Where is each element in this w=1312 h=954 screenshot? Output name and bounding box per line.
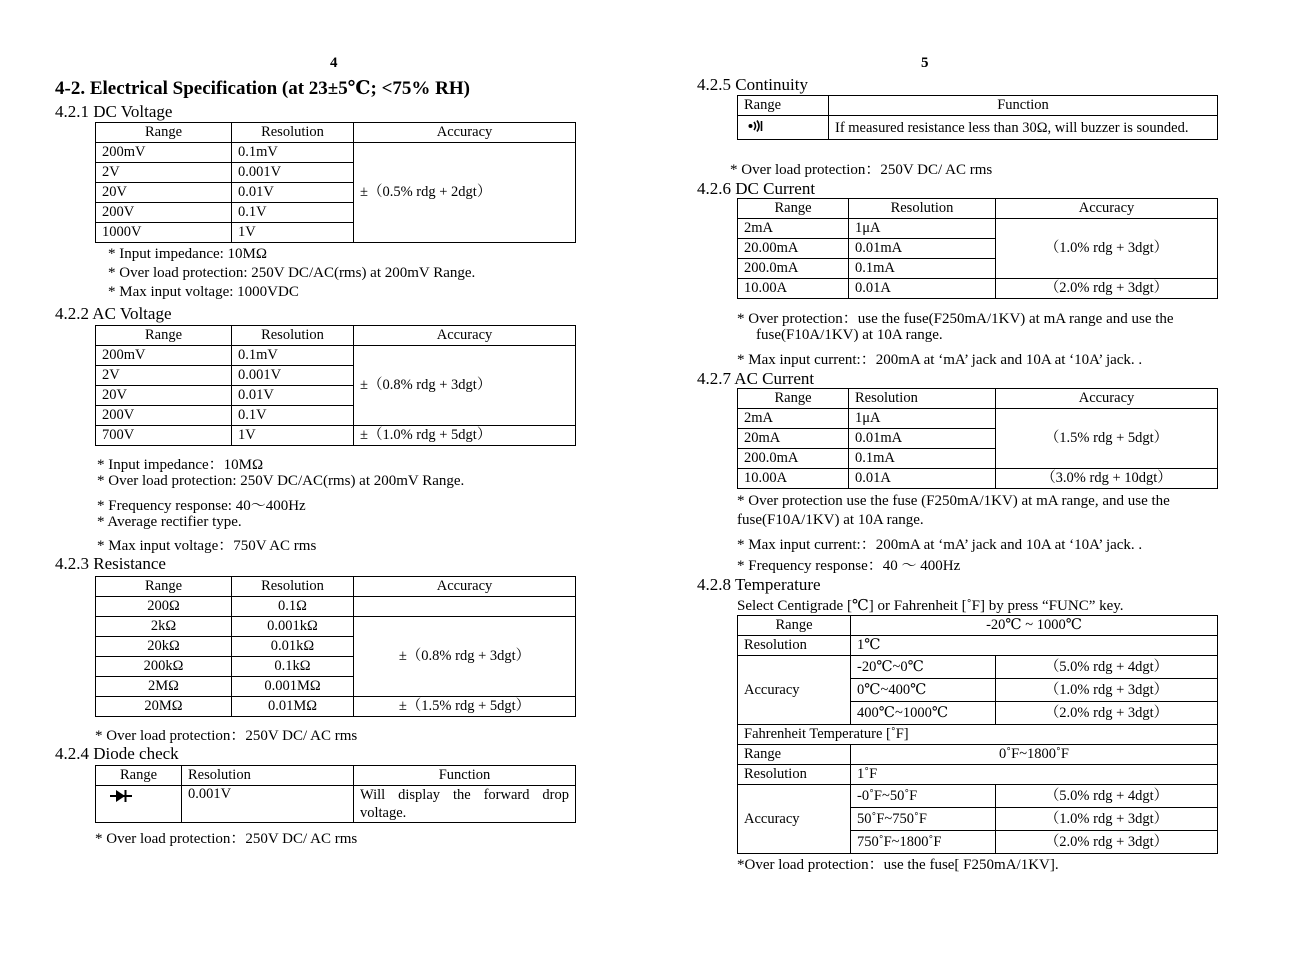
- resolution-cell: 0.01A: [849, 279, 996, 299]
- page-number-left: 4: [330, 55, 338, 71]
- header-resolution: Resolution: [849, 389, 996, 409]
- table-row: [96, 143, 576, 163]
- resolution-cell: 0.1V: [232, 406, 354, 426]
- accuracy-cell: ±（0.8% rdg + 3dgt）: [354, 346, 576, 426]
- header-accuracy: Accuracy: [996, 199, 1218, 219]
- table-row: [738, 725, 1218, 745]
- range-cell: 20V: [96, 386, 232, 406]
- range-cell: [96, 786, 182, 823]
- resolution-cell: 0.01kΩ: [232, 637, 354, 657]
- table-header-row: [96, 123, 576, 143]
- range-cell: 700V: [96, 426, 232, 446]
- resistance-note: * Over load protection：250V DC/ AC rms: [95, 728, 358, 744]
- dc-voltage-note: * Input impedance: 10MΩ: [108, 246, 268, 262]
- ac-voltage-table: [95, 325, 576, 446]
- fahrenheit-heading: Fahrenheit Temperature [˚F]: [738, 725, 1218, 745]
- table-row: [738, 409, 1218, 429]
- accuracy-cell: ±（0.8% rdg + 3dgt）: [354, 617, 576, 697]
- header-range: Range: [738, 96, 829, 116]
- resolution-cell: 0.1kΩ: [232, 657, 354, 677]
- page-number-right: 5: [921, 55, 929, 71]
- header-resolution: Resolution: [182, 766, 354, 786]
- ac-current-note: fuse(F10A/1KV) at 10A range.: [737, 512, 924, 528]
- celsius-resolution: 1℃: [851, 636, 1218, 656]
- resolution-cell: 0.1mA: [849, 259, 996, 279]
- accuracy-cell: （1.5% rdg + 5dgt）: [996, 409, 1218, 469]
- table-row: [96, 426, 576, 446]
- header-resolution: Resolution: [232, 326, 354, 346]
- function-cell: If measured resistance less than 30Ω, will buzzer is sounded.: [829, 116, 1218, 140]
- fahrenheit-range: 0˚F~1800˚F: [851, 745, 1218, 765]
- dc-current-note: fuse(F10A/1KV) at 10A range.: [756, 327, 943, 343]
- range-cell: 1000V: [96, 223, 232, 243]
- range-cell: 200V: [96, 406, 232, 426]
- header-range: Range: [96, 123, 232, 143]
- resolution-cell: 1μA: [849, 409, 996, 429]
- range-cell: 2MΩ: [96, 677, 232, 697]
- ac-current-note: * Frequency response：40 ～ 400Hz: [737, 558, 961, 574]
- resolution-cell: 0.001V: [232, 366, 354, 386]
- ac-current-table: [737, 388, 1218, 489]
- range-cell: 2mA: [738, 219, 849, 239]
- temperature-intro: Select Centigrade [℃] or Fahrenheit [˚F] by press “FUNC” key.: [737, 598, 1124, 614]
- range-cell: 200kΩ: [96, 657, 232, 677]
- continuity-title: 4.2.5 Continuity: [697, 75, 808, 94]
- range-label: Range: [738, 745, 851, 765]
- ac-voltage-note: * Input impedance：10MΩ: [97, 457, 264, 473]
- header-range: Range: [738, 389, 849, 409]
- range-cell: 20mA: [738, 429, 849, 449]
- range-cell: 20MΩ: [96, 697, 232, 717]
- range-cell: 200Ω: [96, 597, 232, 617]
- table-row: [738, 279, 1218, 299]
- table-header-row: [96, 766, 576, 786]
- table-row: [96, 597, 576, 617]
- range-cell: 10.00A: [738, 279, 849, 299]
- temp-range-cell: 0℃~400℃: [851, 679, 996, 702]
- ac-current-title: 4.2.7 AC Current: [697, 369, 815, 388]
- buzzer-icon: [748, 120, 764, 132]
- table-header-row: [96, 577, 576, 597]
- resolution-cell: 0.001MΩ: [232, 677, 354, 697]
- accuracy-label: Accuracy: [738, 785, 851, 854]
- ac-voltage-note: * Over load protection: 250V DC/AC(rms) at 200mV Range.: [97, 473, 465, 489]
- diode-icon: [110, 789, 132, 803]
- table-row: [96, 617, 576, 637]
- resolution-cell: 0.01A: [849, 469, 996, 489]
- range-cell: 2V: [96, 366, 232, 386]
- header-function: Function: [829, 96, 1218, 116]
- resolution-cell: 0.001V: [182, 786, 354, 823]
- accuracy-cell: （1.0% rdg + 3dgt）: [996, 679, 1218, 702]
- table-header-row: [738, 389, 1218, 409]
- resolution-cell: 0.1mA: [849, 449, 996, 469]
- accuracy-cell: ±（1.0% rdg + 5dgt）: [354, 426, 576, 446]
- range-cell: 200.0mA: [738, 449, 849, 469]
- table-row: [96, 346, 576, 366]
- table-row: [738, 616, 1218, 636]
- accuracy-cell: ±（0.5% rdg + 2dgt）: [354, 143, 576, 243]
- dc-voltage-note: * Over load protection: 250V DC/AC(rms) at 200mV Range.: [108, 265, 476, 281]
- accuracy-cell: ±（1.5% rdg + 5dgt）: [354, 697, 576, 717]
- accuracy-cell: （2.0% rdg + 3dgt）: [996, 279, 1218, 299]
- resolution-cell: 1μA: [849, 219, 996, 239]
- accuracy-cell-empty: [354, 597, 576, 617]
- header-resolution: Resolution: [232, 577, 354, 597]
- range-cell: 200.0mA: [738, 259, 849, 279]
- temperature-note: *Over load protection：use the fuse[ F250mA/1KV].: [737, 857, 1059, 873]
- table-header-row: [738, 199, 1218, 219]
- range-cell: [738, 116, 829, 140]
- header-range: Range: [96, 766, 182, 786]
- header-accuracy: Accuracy: [354, 326, 576, 346]
- range-cell: 200mV: [96, 346, 232, 366]
- celsius-range: -20℃ ~ 1000℃: [851, 616, 1218, 636]
- fahrenheit-resolution: 1˚F: [851, 765, 1218, 785]
- temperature-table: [737, 615, 1218, 854]
- table-row: [96, 697, 576, 717]
- accuracy-cell: （3.0% rdg + 10dgt）: [996, 469, 1218, 489]
- ac-voltage-title: 4.2.2 AC Voltage: [55, 304, 172, 323]
- continuity-note: * Over load protection：250V DC/ AC rms: [730, 162, 993, 178]
- table-header-row: [96, 326, 576, 346]
- resolution-cell: 0.1Ω: [232, 597, 354, 617]
- resolution-cell: 0.01mA: [849, 239, 996, 259]
- accuracy-cell: （1.0% rdg + 3dgt）: [996, 219, 1218, 279]
- ac-current-note: * Over protection use the fuse (F250mA/1KV) at mA range, and use the: [737, 493, 1170, 509]
- resistance-table: [95, 576, 576, 717]
- ac-voltage-note: * Frequency response: 40～400Hz: [97, 498, 306, 514]
- range-cell: 2mA: [738, 409, 849, 429]
- resolution-cell: 0.1V: [232, 203, 354, 223]
- table-row: [738, 219, 1218, 239]
- dc-current-note: * Max input current:：200mA at ‘mA’ jack and 10A at ‘10A’ jack. .: [737, 352, 1143, 368]
- resolution-cell: 0.01MΩ: [232, 697, 354, 717]
- temp-range-cell: -20℃~0℃: [851, 656, 996, 679]
- range-cell: 10.00A: [738, 469, 849, 489]
- table-row: [738, 785, 1218, 808]
- header-accuracy: Accuracy: [354, 123, 576, 143]
- table-row: [96, 786, 576, 823]
- section-heading: 4-2. Electrical Specification (at 23±5℃; <75% RH): [55, 78, 470, 99]
- range-cell: 20.00mA: [738, 239, 849, 259]
- accuracy-label: Accuracy: [738, 656, 851, 725]
- resolution-label: Resolution: [738, 765, 851, 785]
- temp-range-cell: -0˚F~50˚F: [851, 785, 996, 808]
- diode-title: 4.2.4 Diode check: [55, 744, 179, 763]
- resolution-cell: 0.01V: [232, 386, 354, 406]
- ac-current-note: * Max input current:：200mA at ‘mA’ jack and 10A at ‘10A’ jack. .: [737, 537, 1143, 553]
- temp-range-cell: 750˚F~1800˚F: [851, 831, 996, 854]
- resolution-cell: 0.1mV: [232, 346, 354, 366]
- range-cell: 20V: [96, 183, 232, 203]
- header-accuracy: Accuracy: [354, 577, 576, 597]
- accuracy-cell: （2.0% rdg + 3dgt）: [996, 702, 1218, 725]
- header-resolution: Resolution: [232, 123, 354, 143]
- resolution-cell: 1V: [232, 426, 354, 446]
- header-range: Range: [96, 326, 232, 346]
- range-label: Range: [738, 616, 851, 636]
- ac-voltage-note: * Max input voltage：750V AC rms: [97, 538, 317, 554]
- resolution-cell: 0.01mA: [849, 429, 996, 449]
- resolution-cell: 0.001kΩ: [232, 617, 354, 637]
- header-resolution: Resolution: [849, 199, 996, 219]
- header-range: Range: [96, 577, 232, 597]
- resolution-cell: 0.1mV: [232, 143, 354, 163]
- diode-note: * Over load protection：250V DC/ AC rms: [95, 831, 358, 847]
- temp-range-cell: 50˚F~750˚F: [851, 808, 996, 831]
- resolution-cell: 0.001V: [232, 163, 354, 183]
- accuracy-cell: （5.0% rdg + 4dgt）: [996, 785, 1218, 808]
- header-range: Range: [738, 199, 849, 219]
- dc-current-title: 4.2.6 DC Current: [697, 179, 816, 198]
- table-row: [738, 656, 1218, 679]
- table-header-row: [738, 96, 1218, 116]
- dc-voltage-note: * Max input voltage: 1000VDC: [108, 284, 299, 300]
- resistance-title: 4.2.3 Resistance: [55, 554, 166, 573]
- accuracy-cell: （5.0% rdg + 4dgt）: [996, 656, 1218, 679]
- table-row: [738, 765, 1218, 785]
- function-cell: Will display the forward drop voltage.: [354, 786, 576, 823]
- temperature-title: 4.2.8 Temperature: [697, 575, 821, 594]
- range-cell: 2kΩ: [96, 617, 232, 637]
- table-row: [738, 116, 1218, 140]
- temp-range-cell: 400℃~1000℃: [851, 702, 996, 725]
- continuity-table: [737, 95, 1218, 140]
- resolution-cell: 1V: [232, 223, 354, 243]
- table-row: [738, 636, 1218, 656]
- dc-current-table: [737, 198, 1218, 299]
- accuracy-cell: （2.0% rdg + 3dgt）: [996, 831, 1218, 854]
- range-cell: 200mV: [96, 143, 232, 163]
- range-cell: 200V: [96, 203, 232, 223]
- range-cell: 2V: [96, 163, 232, 183]
- dc-current-note: * Over protection：use the fuse(F250mA/1KV) at mA range and use the: [737, 311, 1174, 327]
- dc-voltage-title: 4.2.1 DC Voltage: [55, 102, 173, 121]
- table-row: [738, 745, 1218, 765]
- header-function: Function: [354, 766, 576, 786]
- diode-table: [95, 765, 576, 823]
- header-accuracy: Accuracy: [996, 389, 1218, 409]
- ac-voltage-note: * Average rectifier type.: [97, 514, 242, 530]
- range-cell: 20kΩ: [96, 637, 232, 657]
- table-row: [738, 469, 1218, 489]
- resolution-cell: 0.01V: [232, 183, 354, 203]
- accuracy-cell: （1.0% rdg + 3dgt）: [996, 808, 1218, 831]
- resolution-label: Resolution: [738, 636, 851, 656]
- dc-voltage-table: [95, 122, 576, 243]
